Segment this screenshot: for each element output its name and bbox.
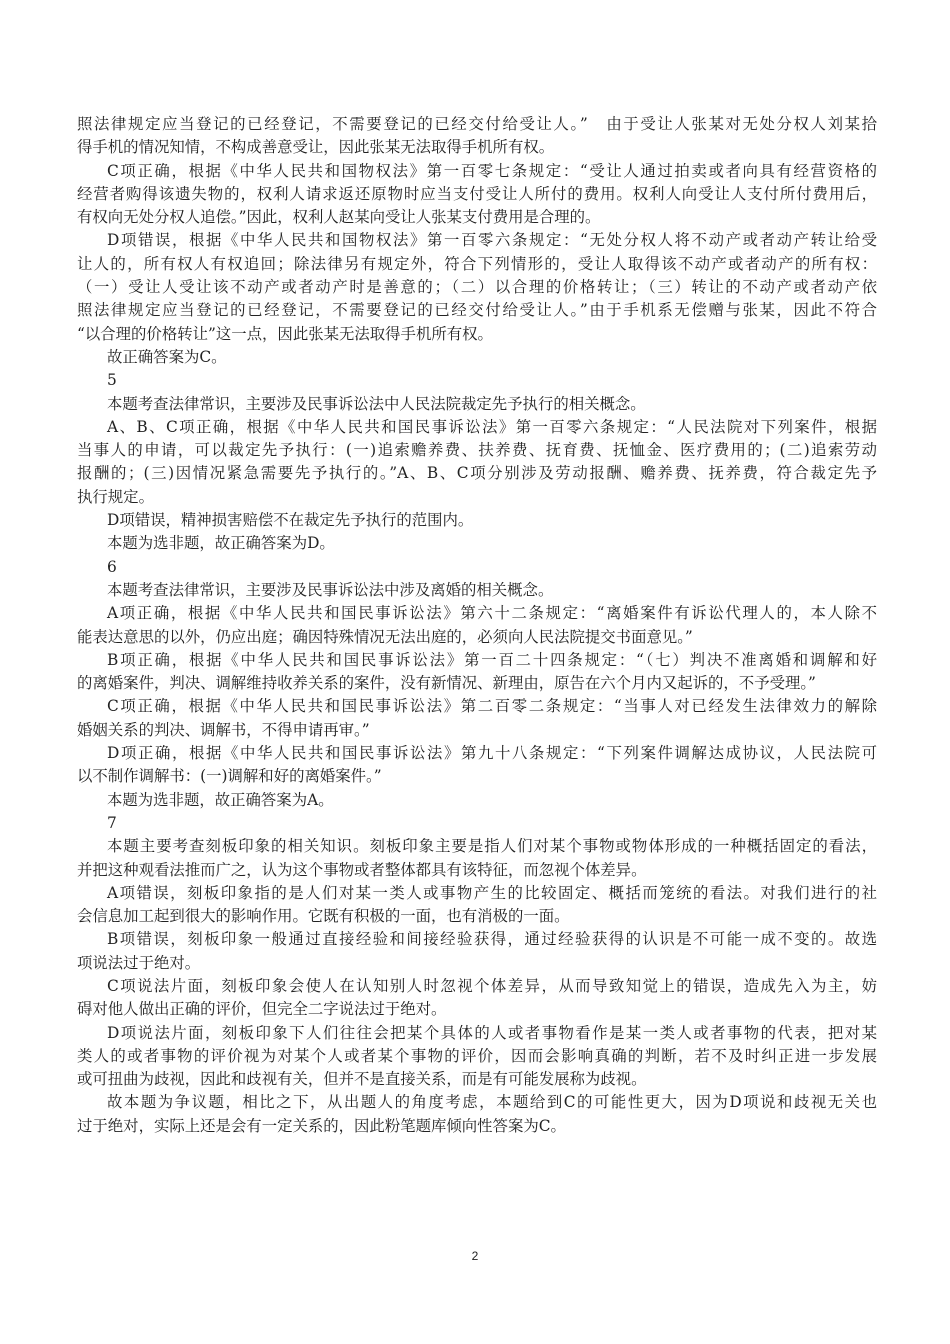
text-line: 或可扭曲为歧视，因此和歧视有关，但并不是直接关系，而是有可能发展称为歧视。	[77, 1070, 647, 1089]
text-line: 本题为选非题，故正确答案为A。	[107, 790, 334, 809]
text-line: （一）受让人受让该不动产或者动产时是善意的；（二）以合理的价格转让；（三）转让的不动产或者动产依	[77, 278, 877, 297]
text-line: 报酬的；(三)因情况紧急需要先予执行的。”A、B、C项分别涉及劳动报酬、赡养费、抚养费，符合裁定先予	[77, 464, 877, 483]
text-line: 照法律规定应当登记的已经登记，不需要登记的已经交付给受让人。” 由于受让人张某对无处分权人刘某拾	[77, 115, 877, 133]
text-line: B项正确，根据《中华人民共和国民事诉讼法》第一百二十四条规定：“（七）判决不准离婚和调解和好	[107, 650, 877, 669]
text-line: 当事人的申请，可以裁定先予执行：(一)追索赡养费、扶养费、抚育费、抚恤金、医疗费用的；(二)追索劳动	[77, 441, 877, 460]
text-line: 项说法过于绝对。	[77, 953, 201, 972]
text-line: 本题考查法律常识，主要涉及民事诉讼法中人民法院裁定先予执行的相关概念。	[107, 394, 646, 413]
paragraph	[77, 882, 877, 929]
paragraph	[77, 649, 877, 696]
paragraph	[77, 579, 877, 602]
text-line: 让人的，所有权人有权追回；除法律另有规定外，符合下列情形的，受让人取得该不动产或者动产的所有权：	[77, 254, 877, 273]
document-body	[77, 113, 877, 1138]
paragraph	[77, 789, 877, 812]
text-line: 过于绝对，实际上还是会有一定关系的，因此粉笔题库倾向性答案为C。	[77, 1116, 566, 1135]
text-line: 得手机的情况知情，不构成善意受让，因此张某无法取得手机所有权。	[77, 138, 555, 157]
paragraph	[77, 1022, 877, 1092]
text-line: A项正确，根据《中华人民共和国民事诉讼法》第六十二条规定：“离婚案件有诉讼代理人的，本人除不	[107, 604, 877, 623]
text-line: 故本题为争议题，相比之下，从出题人的角度考虑，本题给到C的可能性更大，因为D项说和歧视无关也	[107, 1093, 877, 1112]
text-line: 能表达意思的以外，仍应出庭；确因特殊情况无法出庭的，必须向人民法院提交书面意见。”	[77, 627, 693, 646]
text-line: 碍对他人做出正确的评价，但完全二字说法过于绝对。	[77, 1000, 447, 1019]
paragraph	[77, 695, 877, 742]
text-line: “以合理的价格转让”这一点，因此张某无法取得手机所有权。	[77, 324, 493, 343]
page-number: 2	[471, 1249, 479, 1263]
text-line: 故正确答案为C。	[107, 347, 227, 366]
paragraph	[77, 416, 877, 509]
text-line: 婚姻关系的判决、调解书，不得申请再审。”	[77, 720, 370, 739]
paragraph	[77, 369, 877, 392]
text-line: 的离婚案件，判决、调解维持收养关系的案件，没有新情况、新理由，原告在六个月内又起诉的，不予受理。”	[77, 674, 816, 693]
text-line: 执行规定。	[77, 487, 154, 506]
paragraph	[77, 602, 877, 649]
text-line: 照法律规定应当登记的已经登记，不需要登记的已经交付给受让人。”由于手机系无偿赠与张某，因此不符合	[77, 301, 877, 320]
text-line: 有权向无处分权人追偿。”因此，权利人赵某向受让人张某支付费用是合理的。	[77, 208, 601, 227]
paragraph	[77, 160, 877, 230]
text-line: 6	[107, 557, 117, 576]
paragraph	[77, 346, 877, 369]
paragraph	[77, 556, 877, 579]
text-line: 类人的或者事物的评价视为对某个人或者某个事物的评价，因而会影响真确的判断，若不及时纠正进一步发展	[77, 1046, 877, 1065]
paragraph	[77, 835, 877, 882]
paragraph	[77, 812, 877, 835]
paragraph	[77, 975, 877, 1022]
text-line: C项正确，根据《中华人民共和国物权法》第一百零七条规定：“受让人通过拍卖或者向具有经营资格的	[107, 161, 877, 180]
text-line: C项正确，根据《中华人民共和国民事诉讼法》第二百零二条规定：“当事人对已经发生法律效力的解除	[107, 697, 877, 716]
paragraph	[77, 113, 877, 160]
text-line: D项说法片面，刻板印象下人们往往会把某个具体的人或者事物看作是某一类人或者事物的代表，把对某	[107, 1023, 877, 1042]
paragraph	[77, 742, 877, 789]
text-line: 会信息加工起到很大的影响作用。它既有积极的一面，也有消极的一面。	[77, 907, 570, 926]
text-line: D项正确，根据《中华人民共和国民事诉讼法》第九十八条规定：“下列案件调解达成协议，人民法院可	[107, 744, 877, 763]
paragraph	[77, 928, 877, 975]
text-line: 7	[107, 813, 117, 832]
text-line: A、B、C项正确，根据《中华人民共和国民事诉讼法》第一百零六条规定：“人民法院对下列案件，根据	[107, 417, 877, 436]
paragraph	[77, 509, 877, 532]
text-line: 本题考查法律常识，主要涉及民事诉讼法中涉及离婚的相关概念。	[107, 580, 554, 599]
text-line: D项错误，根据《中华人民共和国物权法》第一百零六条规定：“无处分权人将不动产或者动产转让给受	[107, 231, 877, 250]
text-line: 并把这种观看法推而广之，认为这个事物或者整体都具有该特征，而忽视个体差异。	[77, 860, 647, 879]
text-line: A项错误，刻板印象指的是人们对某一类人或事物产生的比较固定、概括而笼统的看法。对我们进行的社	[107, 883, 877, 902]
paragraph	[77, 393, 877, 416]
text-line: B项错误，刻板印象一般通过直接经验和间接经验获得，通过经验获得的认识是不可能一成不变的。故选	[107, 930, 877, 949]
text-line: 以不制作调解书：(一)调解和好的离婚案件。”	[77, 767, 382, 786]
text-line: 本题主要考查刻板印象的相关知识。刻板印象主要是指人们对某个事物或物体形成的一种概括固定的看法，	[107, 837, 877, 856]
text-line: 本题为选非题，故正确答案为D。	[107, 534, 335, 553]
paragraph	[77, 532, 877, 555]
text-line: 经营者购得该遗失物的，权利人请求返还原物时应当支付受让人所付的费用。权利人向受让人支付所付费用后，	[77, 184, 877, 203]
text-line: C项说法片面，刻板印象会使人在认知别人时忽视个体差异，从而导致知觉上的错误，造成先入为主，妨	[107, 976, 877, 995]
text-line: D项错误，精神损害赔偿不在裁定先予执行的范围内。	[107, 511, 474, 530]
text-line: 5	[107, 371, 117, 390]
paragraph	[77, 229, 877, 345]
paragraph	[77, 1091, 877, 1138]
